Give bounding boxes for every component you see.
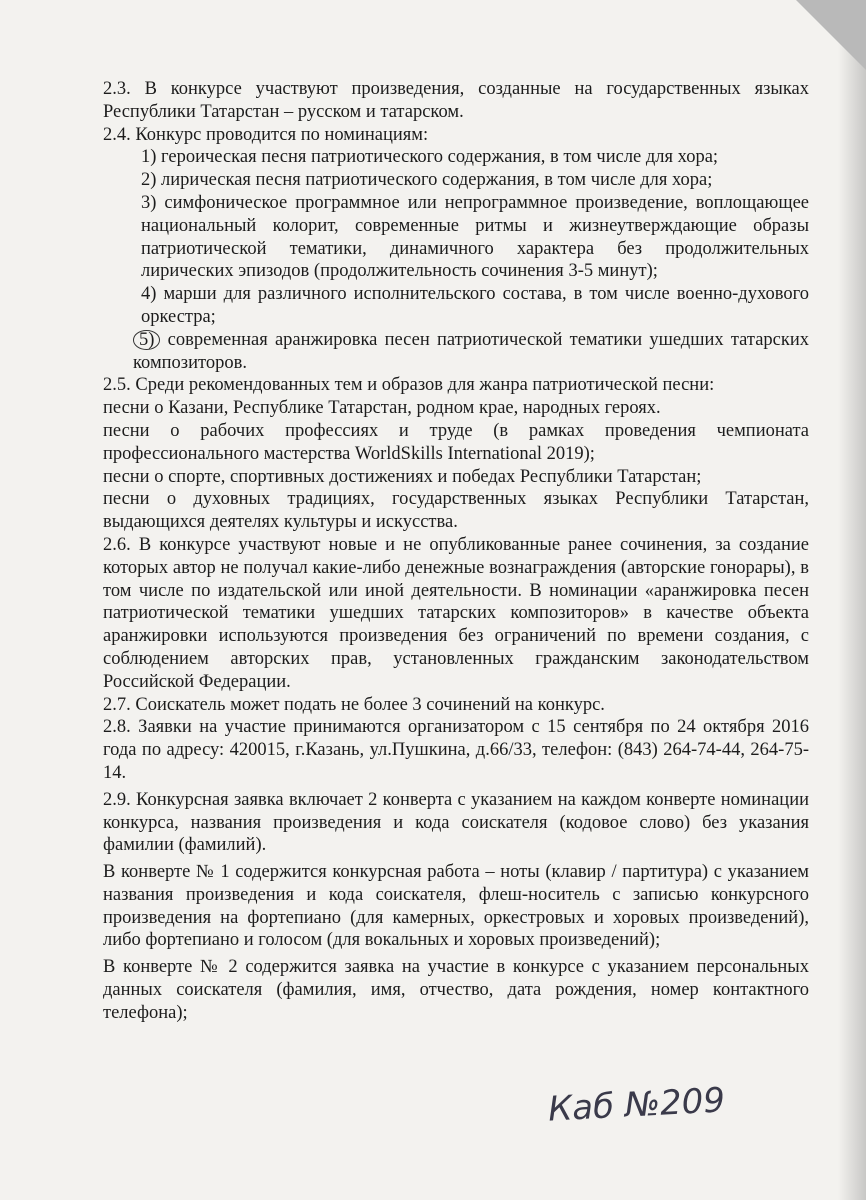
nomination-5-text: современная аранжировка песен патриотической тематики ушедших татарских композиторов. bbox=[133, 329, 809, 373]
document-body bbox=[103, 78, 809, 1025]
circled-number: 5) bbox=[133, 330, 160, 350]
theme-sport: песни о спорте, спортивных достижениях и победах Республики Татарстан; bbox=[103, 466, 702, 487]
nomination-1: 1) героическая песня патриотического содержания, в том числе для хора; bbox=[141, 147, 719, 168]
envelope-2: В конверте № 2 содержится заявка на участие в конкурсе с указанием персональных данных соискателя (фамилия, имя, отчество, дата рождения, номер контактного телефона); bbox=[103, 957, 809, 1023]
theme-professions: песни о рабочих профессиях и труде (в рамках проведения чемпионата профессионального мастерства WorldSkills International 2019); bbox=[103, 420, 809, 464]
paragraph-2-8: 2.8. Заявки на участие принимаются организатором с 15 сентября по 24 октября 2016 года по адресу: 420015, г.Казань, ул.Пушкина, д.66/33, телефон: (843) 264-74-44, 264-75-14. bbox=[103, 717, 809, 783]
paragraph-2-9: 2.9. Конкурсная заявка включает 2 конверта с указанием на каждом конверте номинации конкурса, названия произведения и кода соискателя (кодовое слово) без указания фамилии (фамилий). bbox=[103, 789, 809, 856]
nomination-5 bbox=[103, 329, 809, 375]
paragraph-2-6: 2.6. В конкурсе участвуют новые и не опубликованные ранее сочинения, за создание которых автор не получал какие-либо денежные вознаграждения (авторские гонорары), в том числе по издательской или иной деятельности. В номинации «аранжировка песен патриотической тематики ушедших татарских композиторов» в качестве объекта аранжировки используются произведения без ограничений по времени создания, с соблюдением авторских прав, установленных гражданским законодательством Российской Федерации. bbox=[103, 534, 809, 692]
envelope-1: В конверте № 1 содержится конкурсная работа – ноты (клавир / партитура) с указанием названия произведения и кода соискателя, флеш-носитель с записью конкурсного произведения на фортепиано (для камерных, оркестровых и хоровых произведений), либо фортепиано и голосом (для вокальных и хоровых произведений); bbox=[103, 862, 809, 951]
folded-corner bbox=[796, 0, 866, 70]
paragraph-2-4: 2.4. Конкурс проводится по номинациям: bbox=[103, 124, 429, 145]
nomination-2: 2) лирическая песня патриотического содержания, в том числе для хора; bbox=[141, 170, 713, 191]
paragraph-2-3: 2.3. В конкурсе участвуют произведения, созданные на государственных языках Республики Татарстан – русском и татарском. bbox=[103, 79, 809, 122]
paragraph-2-5: 2.5. Среди рекомендованных тем и образов для жанра патриотической песни: bbox=[103, 375, 715, 396]
nomination-4: 4) марши для различного исполнительского состава, в том числе военно-духового оркестра; bbox=[141, 284, 809, 327]
nomination-3: 3) симфоническое программное или непрограммное произведение, воплощающее национальный колорит, современные ритмы и жизнеутверждающие образы патриотической тематики, динамичного характера без продолжительных лирических эпизодов (продолжительность сочинения 3-5 минут); bbox=[141, 192, 809, 282]
paragraph-2-7: 2.7. Соискатель может подать не более 3 сочинений на конкурс. bbox=[103, 694, 605, 715]
theme-traditions: песни о духовных традициях, государственных языках Республики Татарстан, выдающихся деятелях культуры и искусства. bbox=[103, 489, 809, 533]
handwritten-note: Каб №209 bbox=[547, 1080, 726, 1130]
theme-kazan: песни о Казани, Республике Татарстан, родном крае, народных героях. bbox=[103, 398, 661, 419]
page-edge-shadow bbox=[838, 0, 866, 1200]
